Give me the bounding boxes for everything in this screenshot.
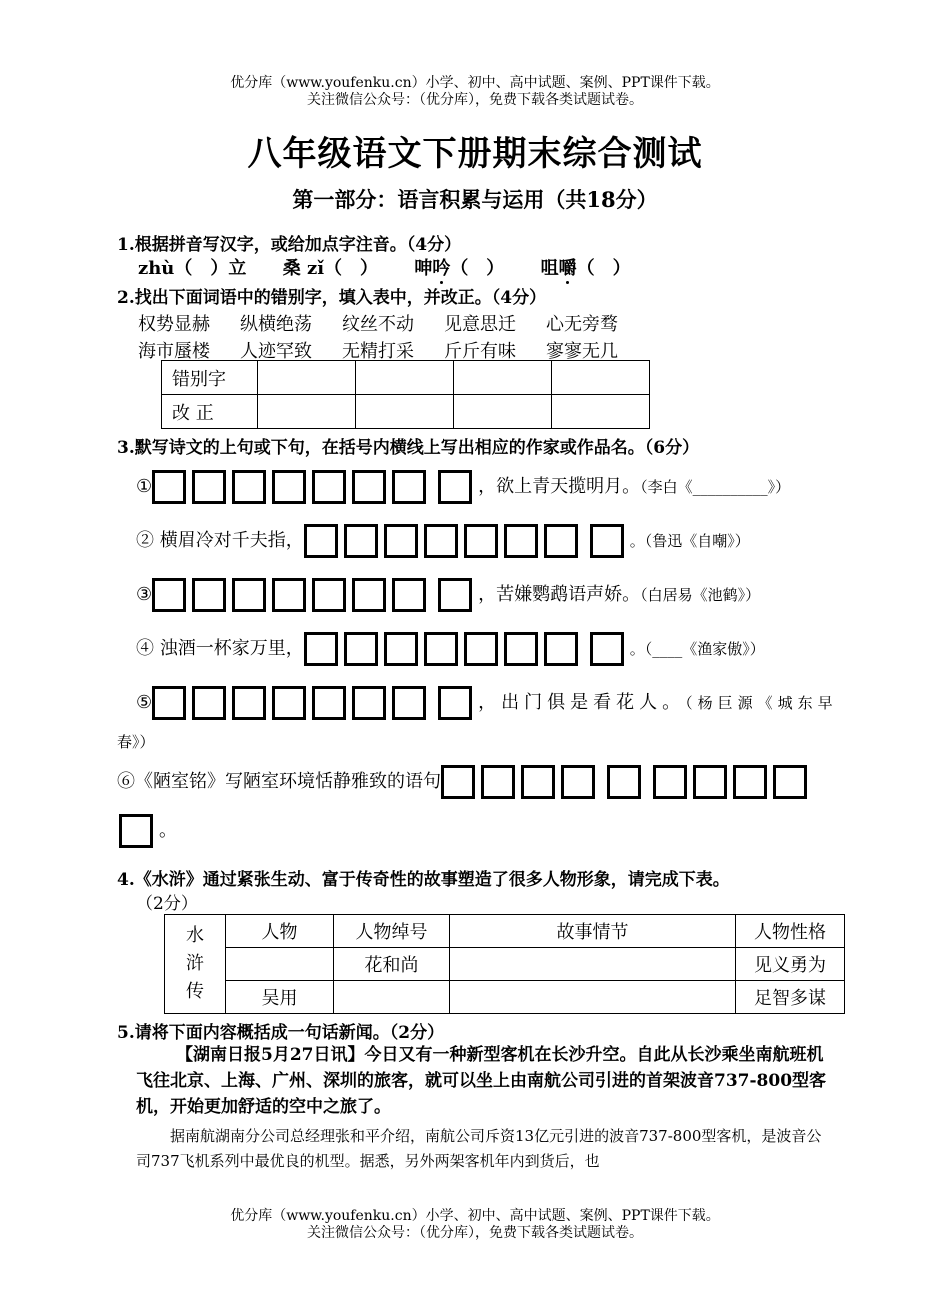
q4-points: （2分） (136, 894, 198, 914)
q1-stem: 1.根据拼音写汉字，或给加点字注音。（4分） (117, 235, 462, 255)
q1-pinyin-2: zǐ (306, 258, 325, 279)
answer-boxes[interactable] (304, 524, 630, 558)
table-header: 故事情节 (450, 915, 736, 948)
table-row (162, 361, 650, 395)
table-side-label: 水 浒 传 (165, 915, 226, 1014)
answer-boxes[interactable] (152, 470, 478, 504)
q1-dotted-char-2: 嚼 (558, 258, 577, 279)
q2-stem: 2.找出下面词语中的错别字，填入表中，并改正。（4分） (117, 288, 547, 308)
table-label-correct: 改 正 (162, 395, 258, 429)
q3-line-3: ③ ，苦嫌鹦鹉语声娇。（白居易《池鹤》） (136, 578, 760, 612)
answer-cell[interactable] (450, 948, 736, 981)
q3-line-2: ② 横眉冷对千夫指， 。（鲁迅《自嘲》） (136, 524, 750, 558)
q5-stem: 5.请将下面内容概括成一句话新闻。（2分） (117, 1023, 445, 1043)
table-row (165, 948, 845, 981)
header-line-2: 关注微信公众号：（优分库），免费下载各类试题试卷。 (307, 92, 643, 108)
q3-line-1: ① ，欲上青天揽明月。（李白《__________》） (136, 470, 790, 504)
q4-shuihu-table (164, 914, 845, 1014)
table-label-wrong: 错别字 (162, 361, 258, 395)
table-cell: 见义勇为 (736, 948, 845, 981)
q3-line-6-cont: 。 (119, 814, 177, 848)
answer-cell[interactable] (454, 361, 552, 395)
table-header: 人物性格 (736, 915, 845, 948)
answer-cell[interactable] (334, 981, 450, 1014)
answer-boxes[interactable] (441, 765, 813, 799)
answer-cell[interactable] (552, 361, 650, 395)
q4-stem: 4.《水浒》通过紧张生动、富于传奇性的故事塑造了很多人物形象，请完成下表。 (117, 870, 730, 890)
table-cell: 花和尚 (334, 948, 450, 981)
table-cell: 吴用 (226, 981, 334, 1014)
table-row (165, 981, 845, 1014)
answer-cell[interactable] (454, 395, 552, 429)
q2-words-row-1: 权势显赫 纵横绝荡 纹丝不动 见意思迁 心无旁骛 (138, 314, 618, 335)
q1-pinyin-1: zhù (138, 258, 175, 279)
answer-cell[interactable] (356, 361, 454, 395)
table-cell: 足智多谋 (736, 981, 845, 1014)
answer-cell[interactable] (226, 948, 334, 981)
answer-boxes[interactable] (152, 686, 478, 720)
answer-boxes[interactable] (152, 578, 478, 612)
table-header: 人物绰号 (334, 915, 450, 948)
answer-cell[interactable] (450, 981, 736, 1014)
q5-news-body: 据南航湖南分公司总经理张和平介绍，南航公司斥资13亿元引进的波音737-800型客机，是波音公司737飞机系列中最优良的机型。据悉，另外两架客机年内到货后，也 (136, 1127, 822, 1170)
q2-words-row-2: 海市蜃楼 人迹罕致 无精打采 斤斤有味 寥寥无几 (138, 341, 618, 362)
table-row (162, 395, 650, 429)
footer-line-2: 关注微信公众号：（优分库），免费下载各类试题试卷。 (307, 1225, 643, 1241)
part-title: 第一部分：语言积累与运用（共18分） (292, 187, 658, 212)
header-line-1: 优分库（www.youfenku.cn）小学、初中、高中试题、案例、PPT课件下载。 (230, 75, 720, 91)
page-title: 八年级语文下册期末综合测试 (247, 134, 703, 174)
table-header: 人物 (226, 915, 334, 948)
q5-news-bold: 【湖南日报5月27日讯】今日又有一种新型客机在长沙升空。自此从长沙乘坐南航班机飞往北京、上海、广州、深圳的旅客，就可以坐上由南航公司引进的首架波音737-800型客机，开始更加舒适的空中之旅了。 (136, 1045, 827, 1117)
q3-line-5: ⑤ ，出门俱是看花人。（杨巨源《城东早 (136, 686, 838, 720)
answer-cell[interactable] (258, 361, 356, 395)
answer-cell[interactable] (258, 395, 356, 429)
answer-cell[interactable] (356, 395, 454, 429)
q1-dotted-char-1: 吟 (432, 258, 451, 279)
q1-items: zhù（ ）立 桑 zǐ（ ） 呻吟（ ） 咀嚼（ ） (138, 258, 631, 279)
q2-answer-table (161, 360, 650, 429)
answer-boxes[interactable] (119, 814, 159, 848)
q3-line-5-cont: 春》） (117, 733, 155, 751)
footer-line-1: 优分库（www.youfenku.cn）小学、初中、高中试题、案例、PPT课件下载。 (230, 1208, 720, 1224)
answer-boxes[interactable] (304, 632, 630, 666)
q3-line-6: ⑥《陋室铭》写陋室环境恬静雅致的语句 (117, 765, 813, 799)
table-row (165, 915, 845, 948)
q3-line-4: ④ 浊酒一杯家万里， 。（____《渔家傲》） (136, 632, 765, 666)
q3-stem: 3.默写诗文的上句或下句，在括号内横线上写出相应的作家或作品名。（6分） (117, 438, 700, 458)
answer-cell[interactable] (552, 395, 650, 429)
